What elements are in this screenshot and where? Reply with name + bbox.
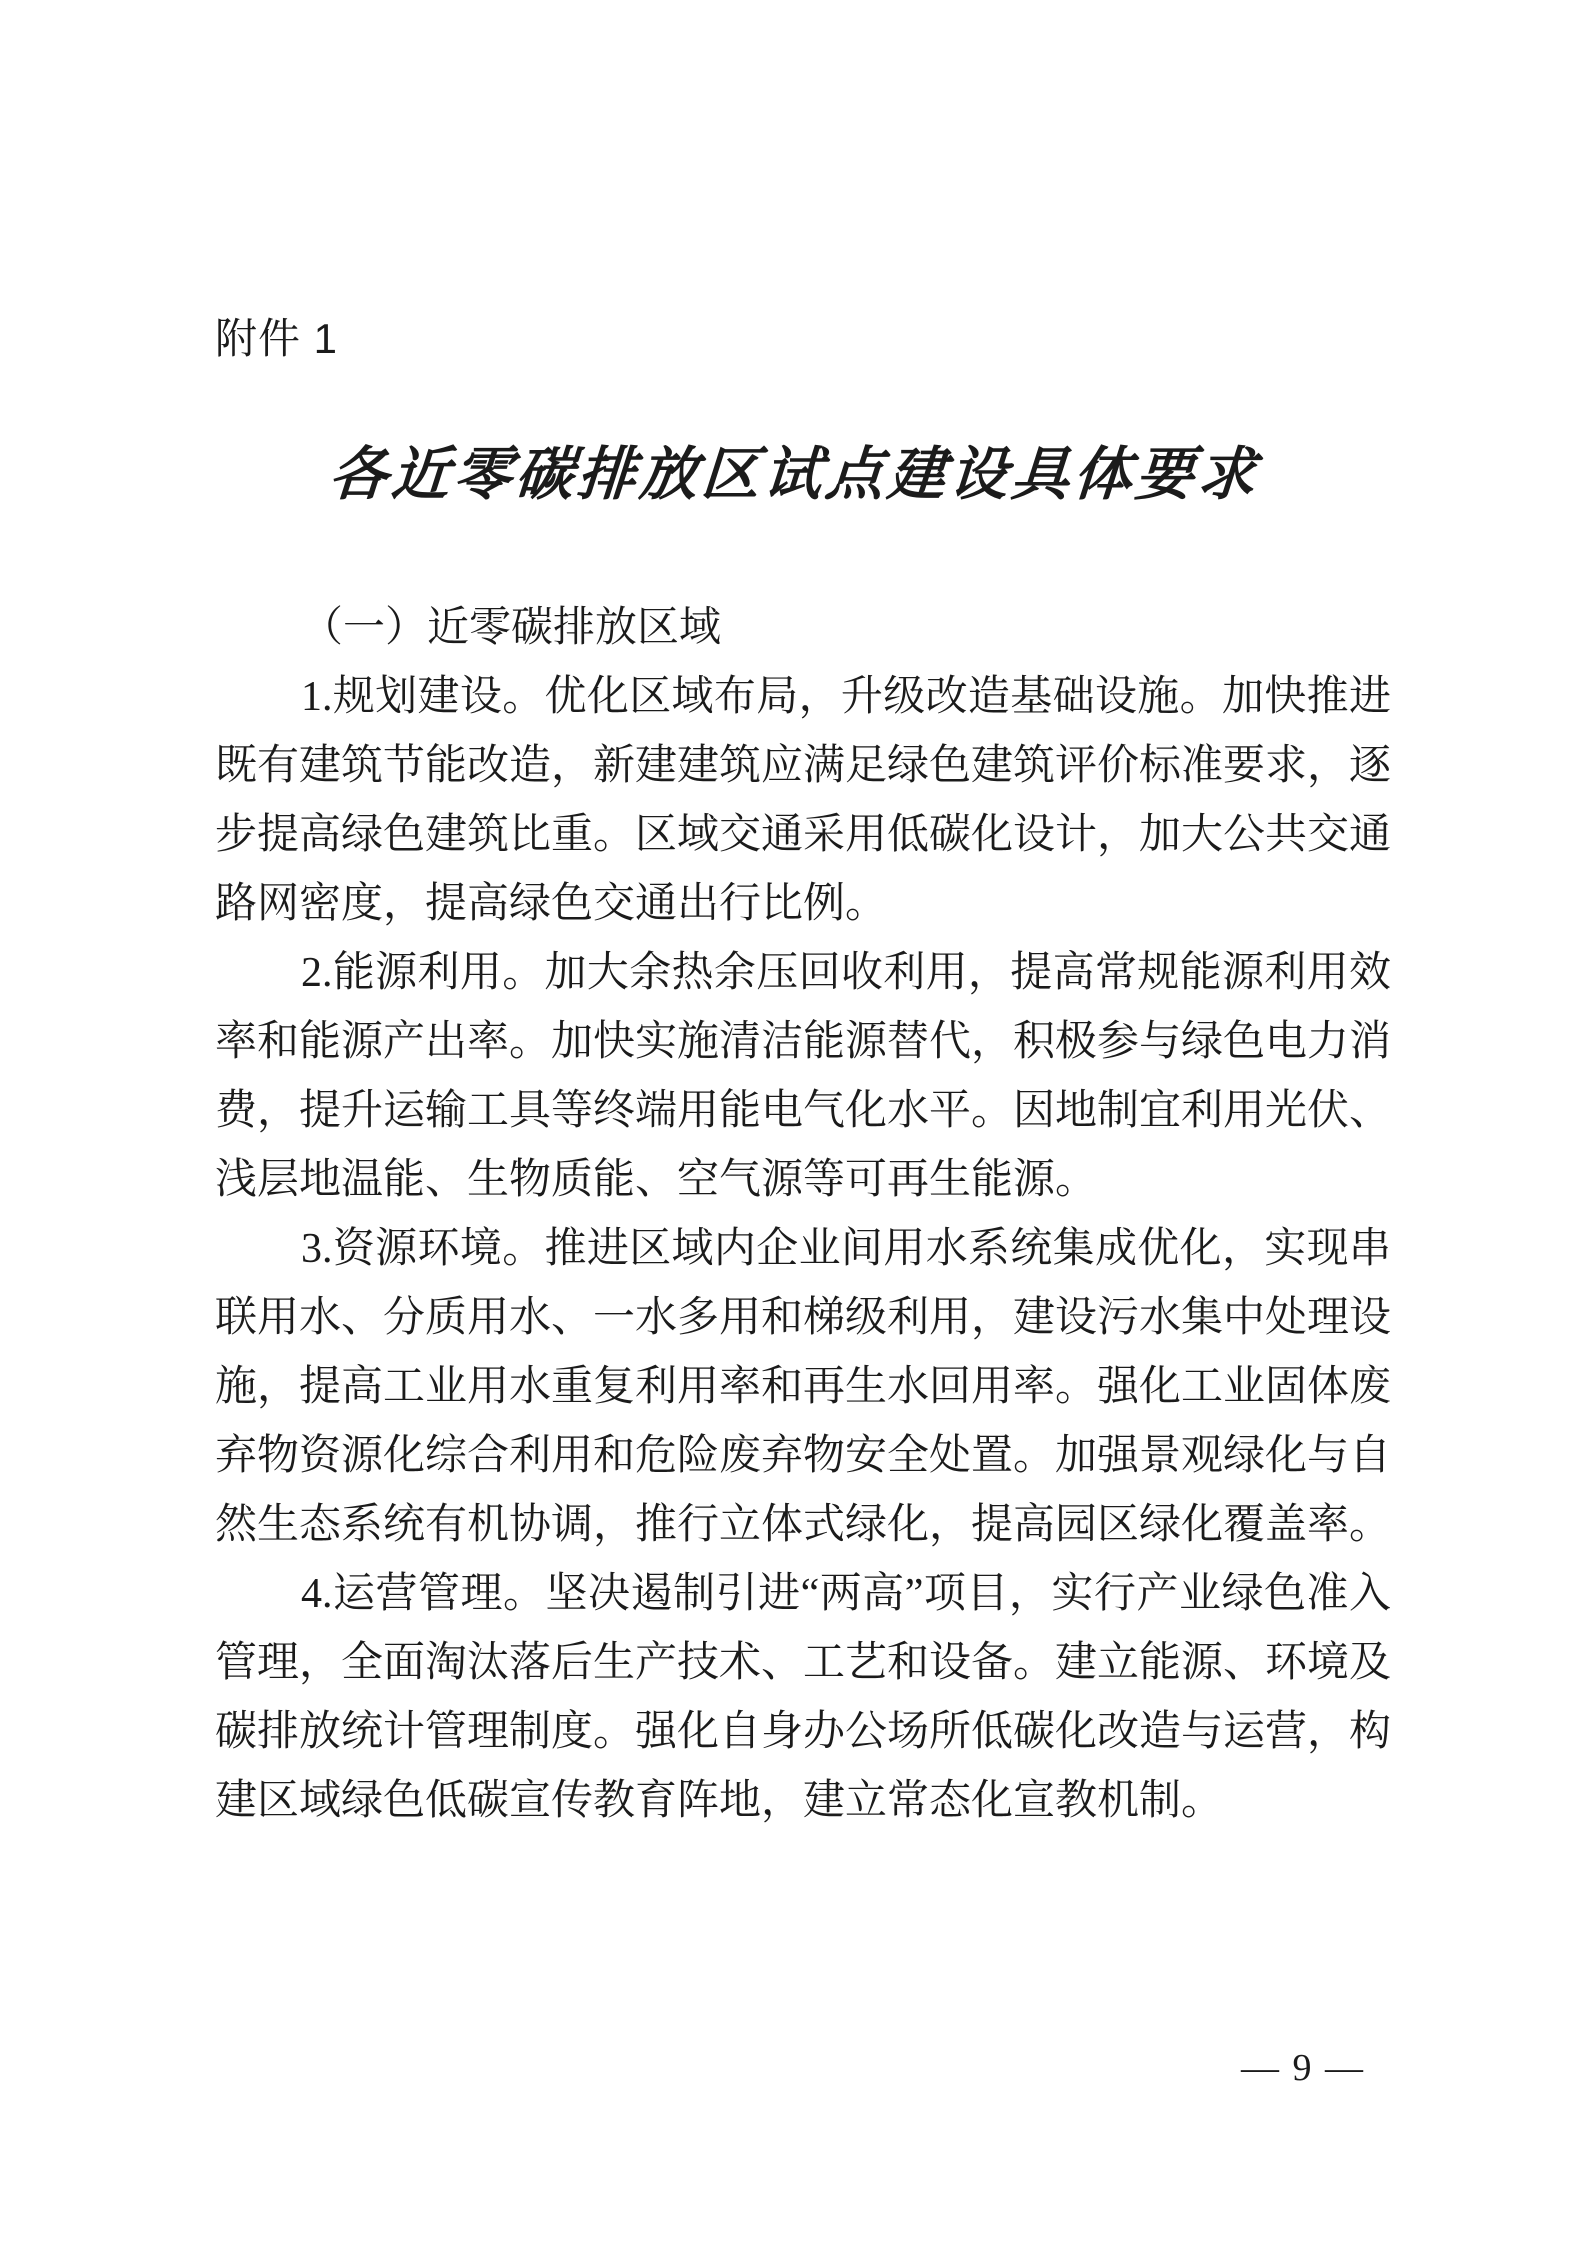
paragraph-operation-management: 4.运营管理。坚决遏制引进“两高”项目，实行产业绿色准入管理，全面淘汰落后生产技术、工艺和设备。建立能源、环境及碳排放统计管理制度。强化自身办公场所低碳化改造与运营，构建区域绿色低碳宣传教育阵地，建立常态化宣教机制。 (215, 1571, 1392, 1824)
page-number: — 9 — (1241, 2047, 1365, 2089)
document-body (215, 594, 1391, 1836)
attachment-label: 附件 1 (215, 315, 339, 362)
section-heading: （一）近零碳排放区域 (301, 605, 722, 651)
paragraph-planning-construction: 1.规划建设。优化区域布局，升级改造基础设施。加快推进既有建筑节能改造，新建建筑应满足绿色建筑评价标准要求，逐步提高绿色建筑比重。区域交通采用低碳化设计，加大公共交通路网密度，提高绿色交通出行比例。 (215, 674, 1392, 927)
paragraph-resources-environment: 3.资源环境。推进区域内企业间用水系统集成优化，实现串联用水、分质用水、一水多用和梯级利用，建设污水集中处理设施，提高工业用水重复利用率和再生水回用率。强化工业固体废弃物资源化综合利用和危险废弃物安全处置。加强景观绿化与自然生态系统有机协调，推行立体式绿化，提高园区绿化覆盖率。 (215, 1226, 1392, 1548)
paragraph-energy-utilization: 2.能源利用。加大余热余压回收利用，提高常规能源利用效率和能源产出率。加快实施清洁能源替代，积极参与绿色电力消费，提升运输工具等终端用能电气化水平。因地制宜利用光伏、浅层地温能、生物质能、空气源等可再生能源。 (215, 950, 1392, 1203)
document-title: 各近零碳排放区试点建设具体要求 (327, 442, 1262, 507)
